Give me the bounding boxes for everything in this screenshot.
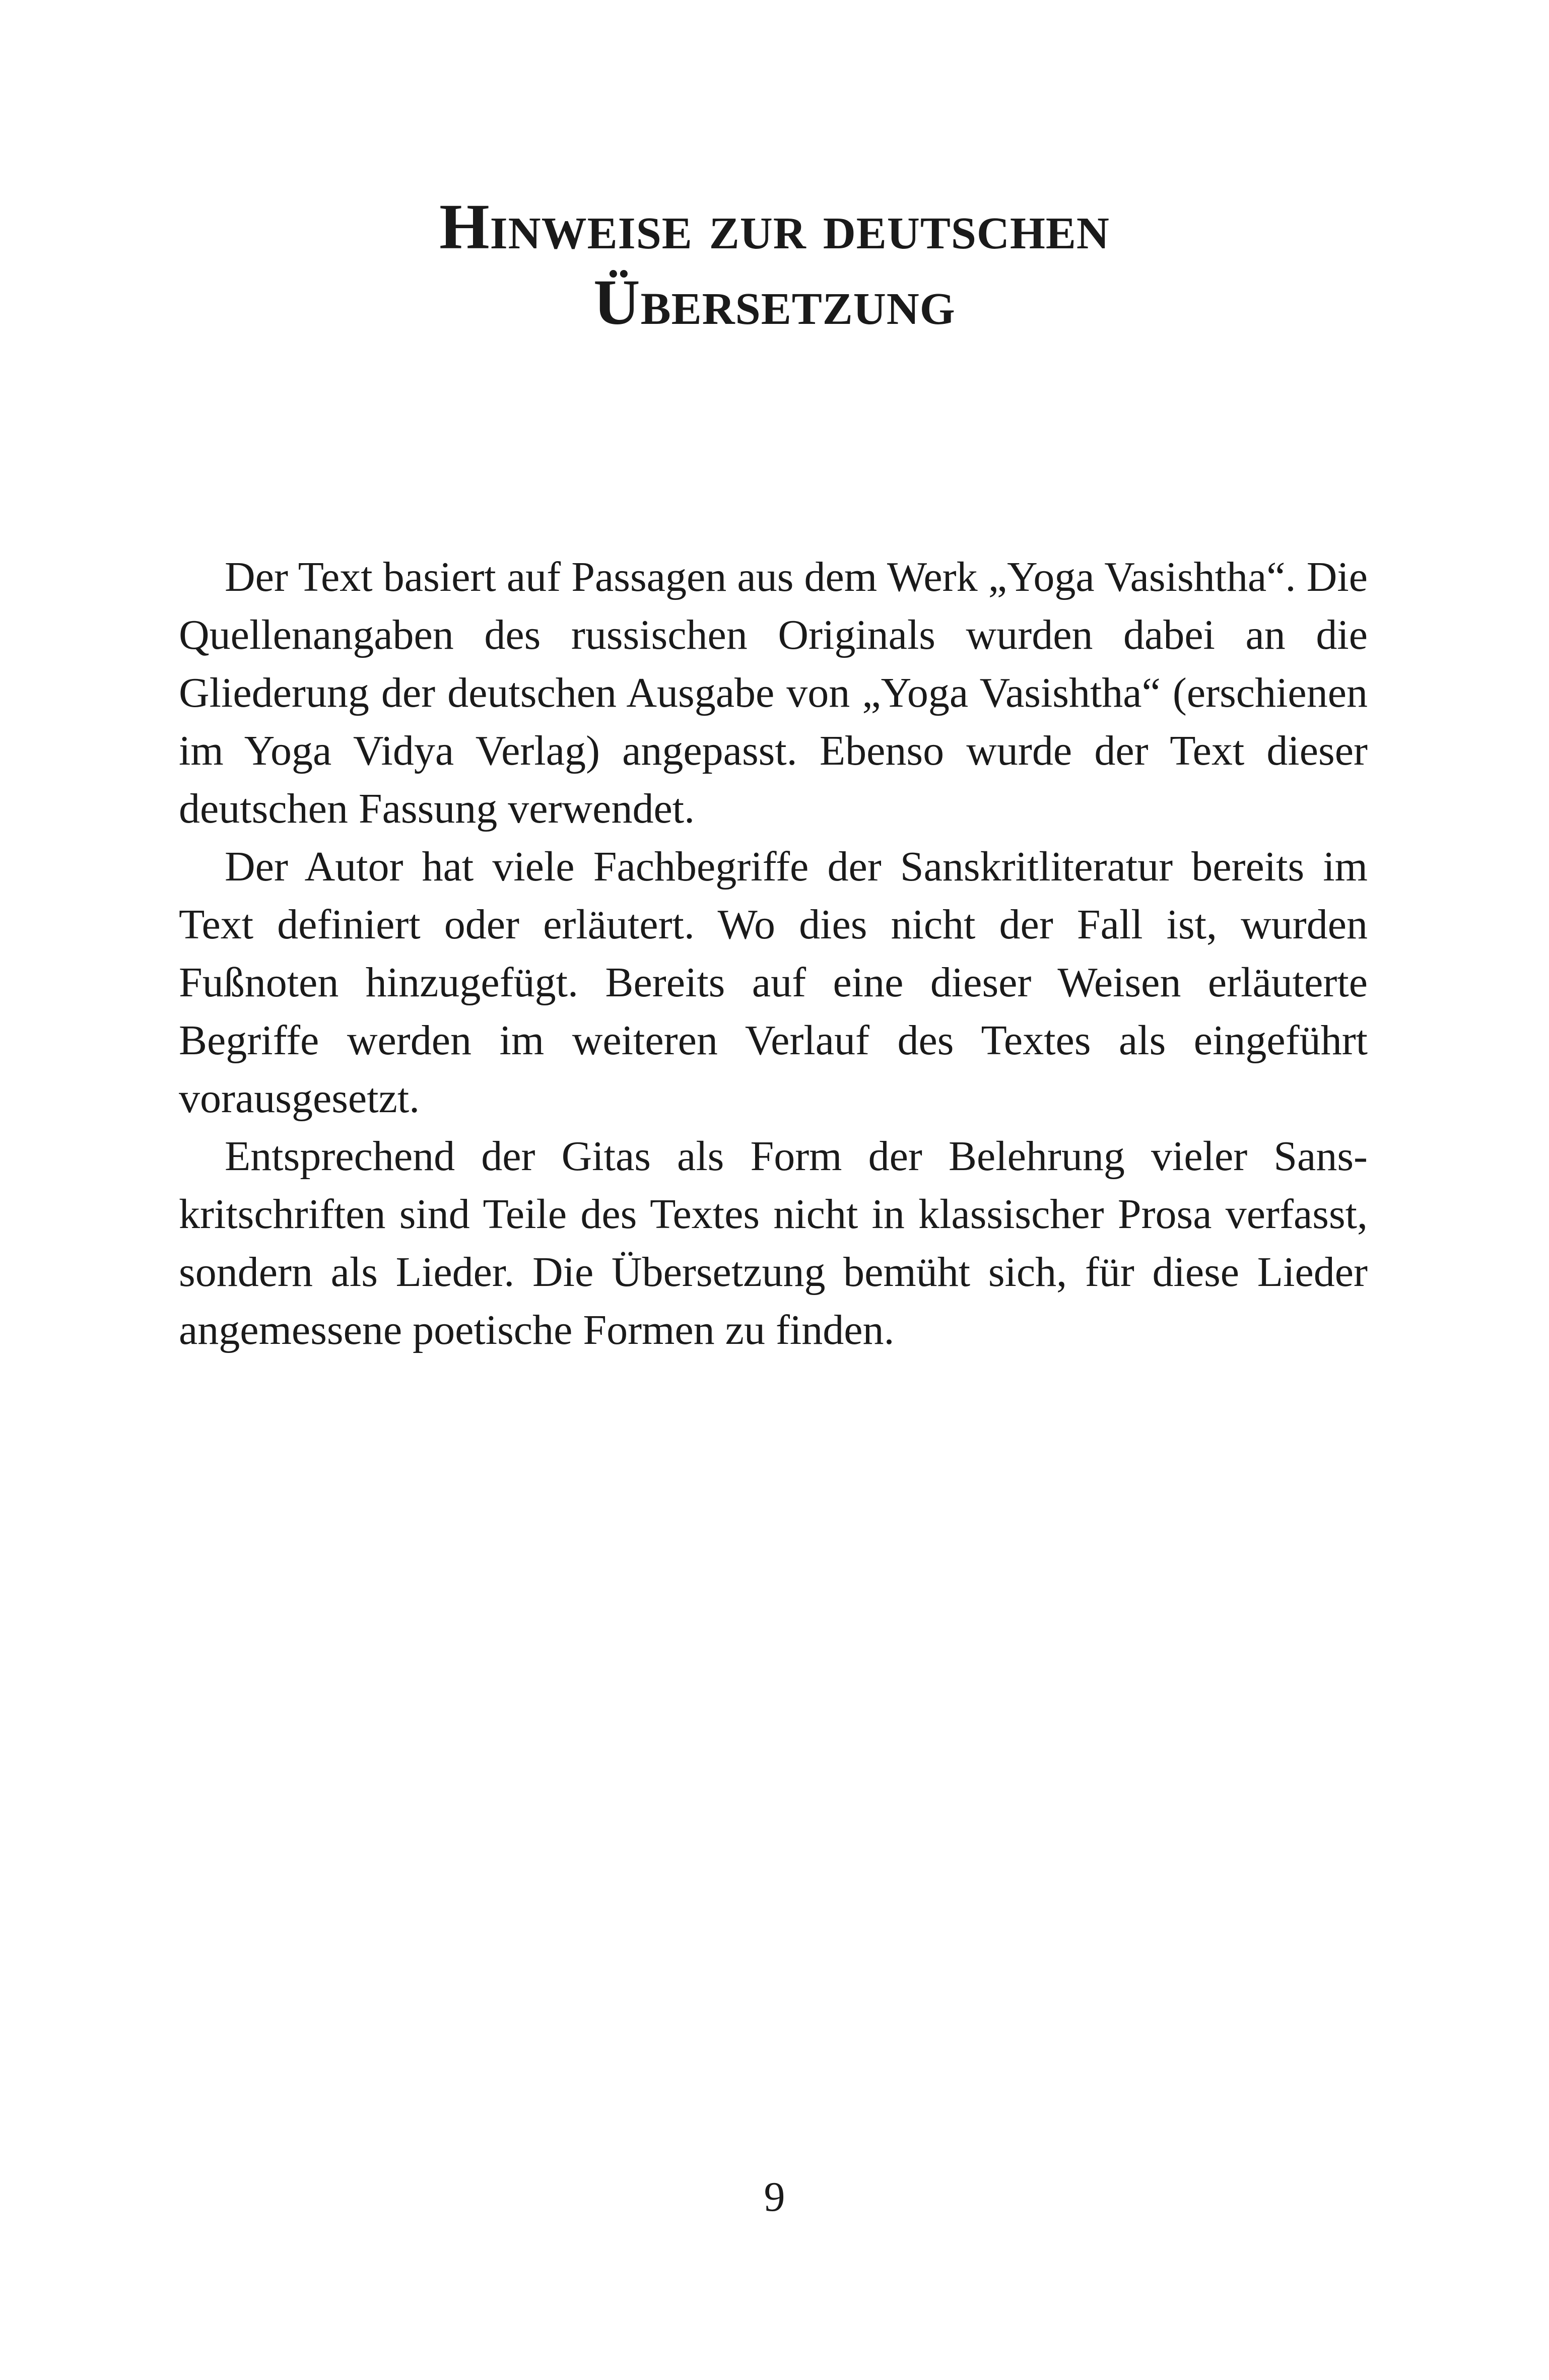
paragraph-3: Entsprechend der Gitas als Form der Belehrung vieler Sanskritschriften sind Teile des Textes nicht in klassischer Prosa verfasst, sondern als Lieder. Die Übersetzung bemüht sich, für diese Lieder angemessene poetische Formen zu finden. — [179, 1133, 1368, 1353]
body-text — [179, 548, 1368, 1359]
chapter-heading-line-1: Hinweise zur deutschen — [439, 191, 1110, 262]
page-number: 9 — [764, 2173, 785, 2220]
paragraph-1: Der Text basiert auf Passagen aus dem Werk „Yoga Vasishtha“. Die Quellenangaben des russischen Originals wurden dabei an die Gliederung der deutschen Ausgabe von „Yoga Vasishtha“ (erschienen im Yoga Vidya Verlag) angepasst. Ebenso wurde der Text dieser deutschen Fassung verwendet. — [179, 554, 1368, 832]
chapter-heading-line-2: Übersetzung — [593, 266, 956, 338]
paragraph-2: Der Autor hat viele Fachbegriffe der Sanskritliteratur bereits im Text definiert oder erläutert. Wo dies nicht der Fall ist, wurden Fußnoten hinzugefügt. Bereits auf eine dieser Weisen erläuterte Begriffe werden im weiteren Verlauf des Textes als eingeführt vorausgesetzt. — [179, 843, 1368, 1122]
chapter-heading — [0, 189, 1549, 340]
